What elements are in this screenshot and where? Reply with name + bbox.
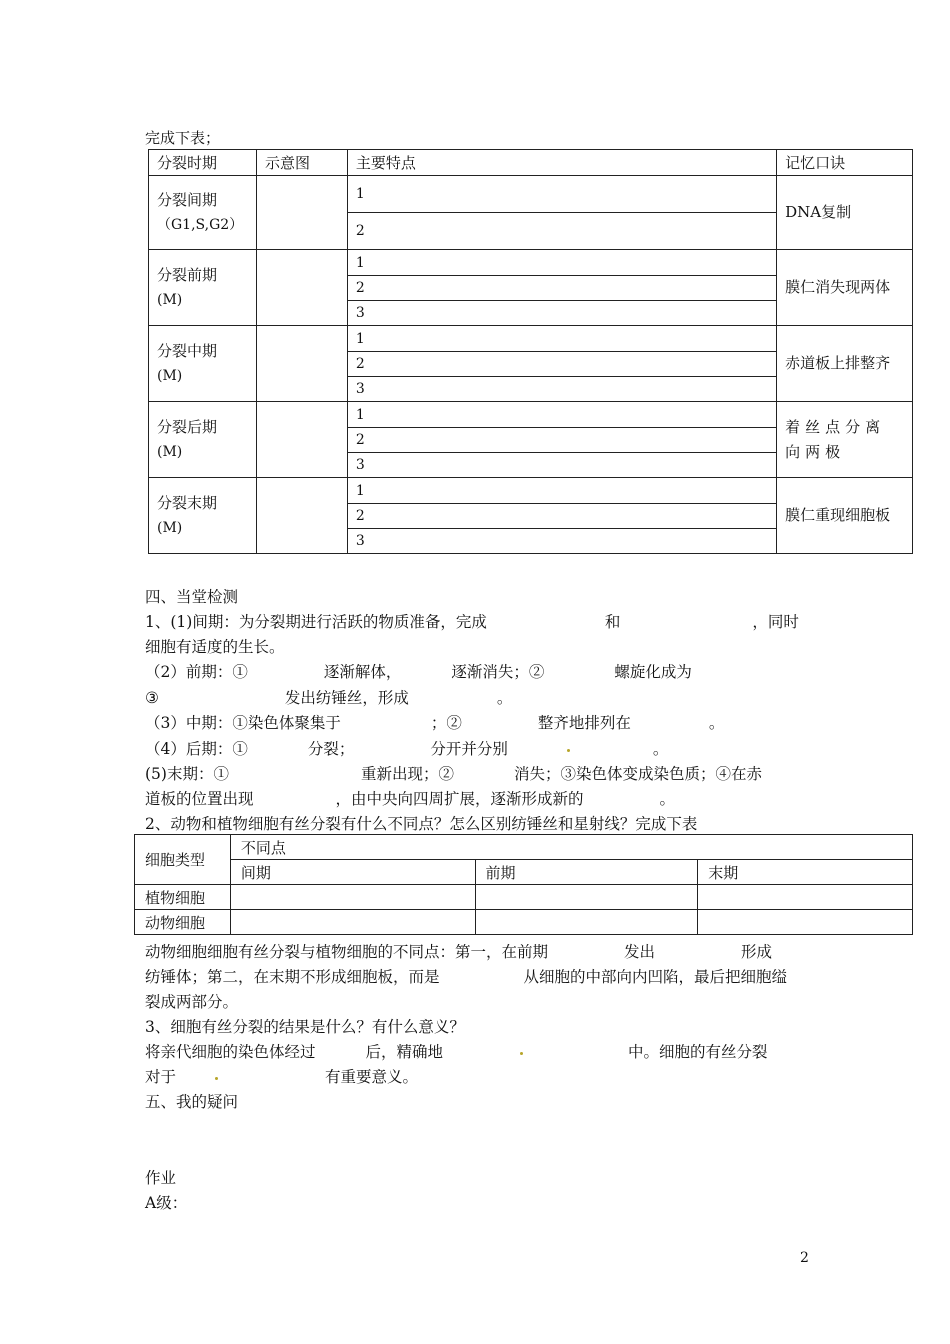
mnemonic-cell: DNA复制: [777, 176, 913, 250]
answer-cell[interactable]: [698, 885, 913, 910]
phase-cell: [149, 478, 257, 554]
diagram-cell[interactable]: [256, 478, 347, 554]
answer-cell[interactable]: [230, 885, 475, 910]
feature-cell[interactable]: 1: [347, 478, 776, 504]
mark-dot: [215, 1077, 218, 1080]
mitosis-phase-table: [148, 149, 913, 554]
q2-question: 2、动物和植物细胞有丝分裂有什么不同点？怎么区别纺锤丝和星射线？完成下表: [145, 815, 698, 833]
feature-cell[interactable]: 2: [347, 276, 776, 301]
diagram-cell[interactable]: [256, 326, 347, 402]
col-header-telophase: 末期: [698, 860, 913, 885]
q3-answer-line-1: 将亲代细胞的染色体经过 后，精确地 中。细胞的有丝分裂: [145, 1043, 768, 1061]
col-header-interphase: 间期: [230, 860, 475, 885]
q2-answer-line-1: 动物细胞细胞有丝分裂与植物细胞的不同点：第一，在前期 发出 形成: [145, 943, 773, 961]
diagram-cell[interactable]: [256, 250, 347, 326]
table-row: [149, 176, 913, 213]
header-features: 主要特点: [347, 150, 776, 176]
header-phase: 分裂时期: [149, 150, 257, 176]
phase-sub: (M): [157, 443, 183, 460]
q3-question: 3、细胞有丝分裂的结果是什么？有什么意义？: [145, 1018, 465, 1036]
table-row: [135, 910, 913, 935]
phase-sub: (M): [157, 291, 183, 308]
phase-name: 分裂间期: [157, 190, 218, 209]
feature-cell[interactable]: 3: [347, 377, 776, 402]
table-row: [135, 885, 913, 910]
q1-line-7: (5)末期：① 重新出现；② 消失；③染色体变成染色质；④在赤: [145, 765, 762, 783]
q2-answer-line-2: 纺锤体；第二，在末期不形成细胞板，而是 从细胞的中部向内凹陷，最后把细胞缢: [145, 968, 788, 986]
section-5-title: 五、我的疑问: [145, 1093, 239, 1111]
feature-cell[interactable]: 2: [347, 504, 776, 529]
phase-name: 分裂前期: [157, 265, 218, 284]
q1-line-6: （4）后期：① 分裂； 分开并分别 。: [145, 740, 669, 758]
group-header-cell: 不同点: [230, 835, 912, 860]
mark-dot: [567, 749, 570, 752]
answer-cell[interactable]: [698, 910, 913, 935]
row-label-plant: 植物细胞: [135, 885, 231, 910]
feature-cell[interactable]: 2: [347, 352, 776, 377]
feature-cell[interactable]: 1: [347, 176, 776, 213]
mnemonic-cell: 膜仁消失现两体: [777, 250, 913, 326]
feature-cell[interactable]: 1: [347, 250, 776, 276]
answer-cell[interactable]: [475, 885, 698, 910]
col-header-prophase: 前期: [475, 860, 698, 885]
q1-line-2: 细胞有适度的生长。: [145, 638, 285, 656]
mnemonic-cell: 着丝点分离向两极: [777, 402, 913, 478]
intro-text: 完成下表；: [145, 129, 221, 147]
answer-cell[interactable]: [230, 910, 475, 935]
phase-sub: (M): [157, 519, 183, 536]
q1-line-8: 道板的位置出现 ，由中央向四周扩展，逐渐形成新的 。: [145, 790, 676, 808]
q3-answer-line-2: 对于 有重要意义。: [145, 1068, 419, 1086]
table-row: [149, 250, 913, 276]
q1-line-1: 1、(1)间期：为分裂期进行活跃的物质准备，完成 和 ，同时: [145, 613, 799, 631]
header-mnemonic: 记忆口诀: [777, 150, 913, 176]
mnemonic-cell: 赤道板上排整齐: [777, 326, 913, 402]
feature-cell[interactable]: 2: [347, 428, 776, 453]
mnemonic-cell: 膜仁重现细胞板: [777, 478, 913, 554]
table-header-row: [149, 150, 913, 176]
diagram-cell[interactable]: [256, 402, 347, 478]
table-row: [149, 402, 913, 428]
phase-cell: [149, 250, 257, 326]
phase-name: 分裂末期: [157, 493, 218, 512]
q1-line-3: （2）前期：① 逐渐解体， 逐渐消失；② 螺旋化成为: [145, 663, 692, 681]
page-number: 2: [800, 1250, 809, 1266]
feature-cell[interactable]: 2: [347, 213, 776, 250]
table-row: [149, 326, 913, 352]
diagram-cell[interactable]: [256, 176, 347, 250]
q1-line-5: （3）中期：①染色体聚集于 ；② 整齐地排列在 。: [145, 714, 725, 732]
phase-name: 分裂后期: [157, 417, 218, 436]
feature-cell[interactable]: 3: [347, 453, 776, 478]
level-a-heading: A级：: [145, 1194, 188, 1212]
phase-cell: [149, 176, 257, 250]
feature-cell[interactable]: 3: [347, 529, 776, 554]
phase-cell: [149, 326, 257, 402]
feature-cell[interactable]: 1: [347, 402, 776, 428]
header-diagram: 示意图: [256, 150, 347, 176]
feature-cell[interactable]: 3: [347, 301, 776, 326]
homework-heading: 作业: [145, 1169, 177, 1187]
table-row: [135, 860, 913, 885]
q1-line-4: ③ 发出纺锤丝，形成 。: [145, 689, 513, 707]
phase-name: 分裂中期: [157, 341, 218, 360]
mark-dot: [520, 1052, 523, 1055]
phase-cell: [149, 402, 257, 478]
animal-plant-comparison-table: [134, 834, 913, 935]
rowhead-cell: 细胞类型: [135, 835, 231, 885]
table-row: [149, 478, 913, 504]
answer-cell[interactable]: [475, 910, 698, 935]
feature-cell[interactable]: 1: [347, 326, 776, 352]
table-row: [135, 835, 913, 860]
phase-sub: (M): [157, 367, 183, 384]
section-4-title: 四、当堂检测: [145, 588, 239, 606]
q2-answer-line-3: 裂成两部分。: [145, 993, 239, 1011]
row-label-animal: 动物细胞: [135, 910, 231, 935]
phase-sub: （G1,S,G2）: [157, 216, 244, 233]
